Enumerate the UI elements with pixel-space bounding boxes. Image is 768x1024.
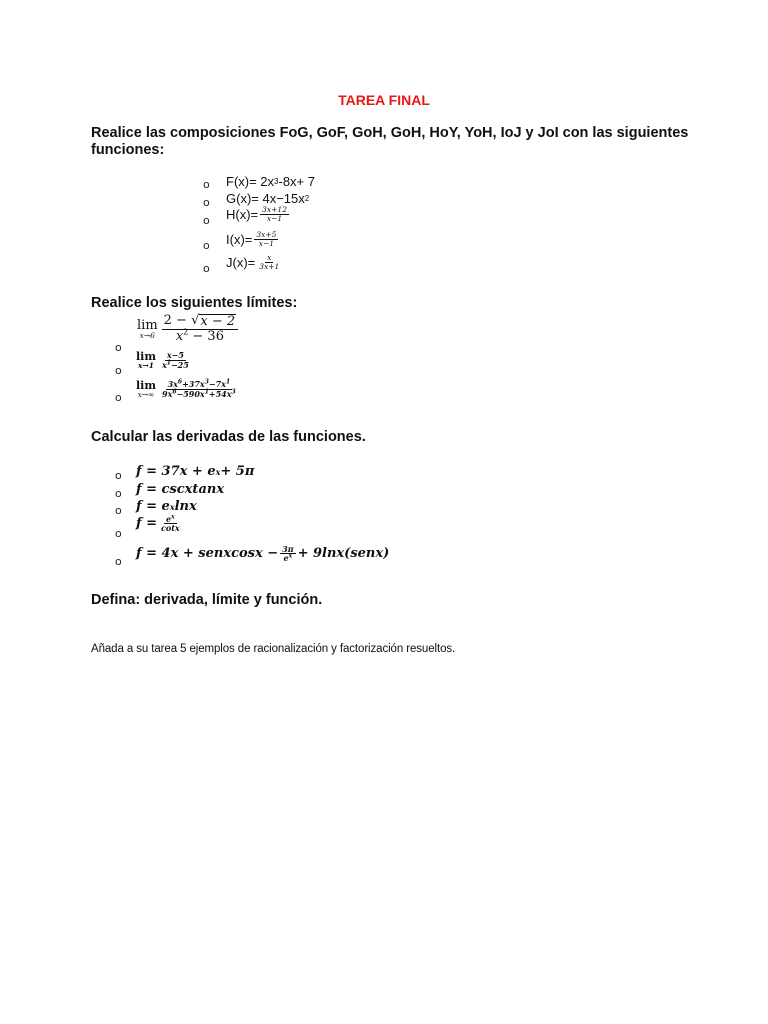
function-g: G(x)= 4x−15x 2 <box>226 191 310 206</box>
function-i <box>226 231 280 248</box>
limit-1-denominator <box>174 327 226 345</box>
function-i-numerator: 3x+5 <box>256 230 277 239</box>
limit-2-fraction <box>160 351 191 369</box>
limit-1-subscript: x→6 <box>139 330 155 340</box>
derivative-5-numerator: 3π <box>282 544 294 554</box>
limit-1-fraction <box>162 314 239 344</box>
limit-2 <box>136 351 193 370</box>
function-f: F(x)= 2x 3 -8x+ 7 <box>226 174 315 189</box>
derivative-5-den-exp: x <box>288 552 293 560</box>
limit-3-den-1-exp: 6 <box>172 388 177 396</box>
limit-3-num-3: −7x <box>208 379 226 390</box>
limit-1-den-a: x <box>175 329 184 345</box>
function-j-prefix: J(x)= <box>226 254 256 270</box>
limit-2-den-a: x <box>162 359 167 370</box>
bullet-derivative-3: o <box>115 504 122 517</box>
bullet-f: o <box>203 178 210 191</box>
function-j-fraction <box>257 254 281 271</box>
derivative-3-a: f = e <box>136 499 170 514</box>
bullet-derivative-5: o <box>115 555 122 568</box>
limit-1-den-b: − 36 <box>188 329 224 345</box>
limit-3-den-3: +54x <box>208 388 232 399</box>
limit-3-den-1: 9x <box>162 388 173 399</box>
derivative-2 <box>136 482 224 497</box>
function-i-prefix: I(x)= <box>226 231 253 247</box>
function-h-prefix: H(x)= <box>226 206 259 222</box>
limit-2-subscript: x→1 <box>138 361 154 370</box>
limit-2-operator <box>136 351 156 370</box>
function-j-numerator: x <box>267 253 272 262</box>
function-f-rest: -8x+ 7 <box>278 174 315 189</box>
function-i-denominator: x−1 <box>258 238 275 248</box>
derivative-1: f = 37x + e x + 5π <box>136 464 255 479</box>
derivative-5 <box>136 545 389 563</box>
limit-3-num-1: 3x <box>167 379 178 390</box>
compositions-heading: Realice las composiciones FoG, GoF, GoH, GoH, HoY, YoH, IoJ y JoI con las siguientes funciones: <box>91 125 689 158</box>
bullet-derivative-2: o <box>115 487 122 500</box>
function-h-numerator: 3x+12 <box>262 205 287 214</box>
derivative-2-text: f = cscxtanx <box>136 482 225 497</box>
page-title: TAREA FINAL <box>338 92 430 108</box>
limit-2-denominator <box>160 361 191 369</box>
derivative-1-b: + 5π <box>220 464 255 479</box>
function-j <box>226 254 283 271</box>
limit-1-radicand: x − 2 <box>200 314 236 329</box>
derivative-5-denominator <box>282 554 295 562</box>
derivative-4 <box>136 515 184 533</box>
limit-2-den-exp: 1 <box>166 359 171 367</box>
limit-3 <box>136 380 240 399</box>
derivative-5-den-base: e <box>283 553 289 564</box>
limit-2-den-b: −25 <box>170 359 189 370</box>
derivative-5-a: f = 4x + senxcosx − <box>136 546 279 562</box>
limit-3-den-2-exp: 1 <box>204 388 209 396</box>
bullet-j: o <box>203 262 210 275</box>
limit-3-fraction <box>160 380 238 398</box>
function-g-prefix: G(x)= 4x−15x <box>226 191 305 206</box>
derivative-4-lhs: f = <box>136 516 158 532</box>
limit-3-word: lim <box>136 379 156 392</box>
limit-3-subscript: x→∞ <box>137 390 155 399</box>
derivative-5-fraction <box>280 545 295 563</box>
derivative-5-b: + 9lnx(senx) <box>297 546 390 562</box>
limit-1 <box>137 314 240 344</box>
limit-3-denominator <box>160 390 238 398</box>
limit-3-operator <box>136 380 156 399</box>
derivative-4-num-base: e <box>166 514 172 524</box>
bullet-derivative-1: o <box>115 469 122 482</box>
function-i-fraction <box>254 231 278 248</box>
derivative-4-denominator: cotx <box>161 523 180 534</box>
limit-2-word: lim <box>136 350 156 363</box>
limit-3-num-3-exp: 1 <box>225 378 231 386</box>
bullet-i: o <box>203 239 210 252</box>
assignment-note: Añada a su tarea 5 ejemplos de racionalización y factorización resueltos. <box>91 643 456 655</box>
limit-3-num-2: +37x <box>182 379 205 390</box>
limit-1-operator <box>137 319 158 340</box>
function-h-denominator: x−1 <box>266 213 283 223</box>
bullet-derivative-4: o <box>115 527 122 540</box>
limit-3-num-2-exp: 3 <box>204 378 209 386</box>
derivative-1-a: f = 37x + e <box>136 464 216 479</box>
define-heading: Defina: derivada, límite y función. <box>91 592 323 608</box>
bullet-limit-3: o <box>115 391 122 404</box>
derivative-4-fraction <box>159 515 182 533</box>
function-f-prefix: F(x)= 2x <box>226 174 275 189</box>
bullet-limit-1: o <box>115 341 122 354</box>
limit-2-numerator: x−5 <box>166 350 184 361</box>
bullet-g: o <box>203 196 210 209</box>
derivative-3-b: lnx <box>174 499 197 514</box>
derivative-3: f = e x lnx <box>136 499 197 514</box>
limit-3-den-3-exp: 3 <box>231 388 236 396</box>
function-j-denominator: 3x+1 <box>259 261 280 271</box>
limit-1-sqrt: √ x − 2 <box>191 313 236 329</box>
bullet-limit-2: o <box>115 364 122 377</box>
derivative-4-num-exp: x <box>171 513 175 521</box>
limit-1-den-exp: 2 <box>183 327 189 337</box>
limit-1-numerator <box>162 314 239 330</box>
limit-3-den-2: −590x <box>176 388 205 399</box>
limit-3-num-1-exp: 6 <box>177 378 183 386</box>
limit-1-num-a: 2 − <box>163 313 192 328</box>
bullet-h: o <box>203 214 210 227</box>
function-h-fraction <box>260 206 289 223</box>
limits-heading: Realice los siguientes límites: <box>91 295 298 311</box>
derivatives-heading: Calcular las derivadas de las funciones. <box>91 429 366 445</box>
limit-1-word: lim <box>137 317 158 333</box>
function-h <box>226 206 291 223</box>
